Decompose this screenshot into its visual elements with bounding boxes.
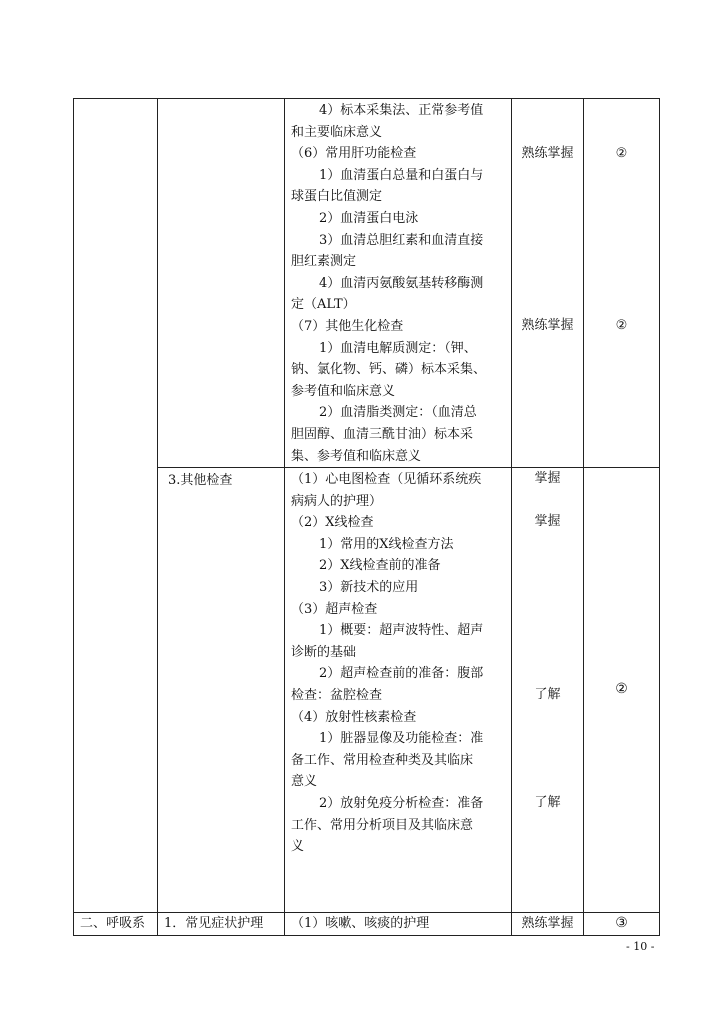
category-cell [74,99,158,913]
table-row [74,913,660,936]
subcategory-cell [158,468,285,913]
table-row [74,468,660,913]
subcategory-cell [158,99,285,468]
content-line: 1）血清蛋白总量和白蛋白与 [319,167,484,183]
content-line: 诊断的基础 [291,644,357,660]
subcategory-cell [158,913,285,936]
content-cell [285,99,512,468]
grade-label: ② [615,317,628,333]
content-line: 检查：盆腔检查 [291,688,383,704]
content-line: （6）常用肝功能检查 [291,146,417,162]
level-label: 了解 [534,795,561,810]
content-line: （4）放射性核素检查 [291,709,417,725]
level-label: 掌握 [534,514,561,530]
level-label [512,641,583,663]
content-label: （1）咳嗽、咳痰的护理 [291,916,430,932]
category-label: 二、呼吸系 [80,916,146,932]
content-line: （1）心电图检查（见循环系统疾 [291,472,482,488]
grade-label: ② [615,681,628,698]
content-line: 2）血清脂类测定：（血清总 [319,405,477,421]
content-line: 1）概要：超声波特性、超声 [319,623,484,639]
level-label: 掌握 [534,471,561,487]
content-line: 球蛋白比值测定 [291,189,383,205]
level-cell [512,913,584,936]
content-lines [291,100,506,467]
level-label [512,490,583,512]
content-line: （3）超声检查 [291,601,378,617]
content-line: （7）其他生化检查 [291,318,404,334]
content-line: 和主要临床意义 [291,124,383,140]
content-line: 3）新技术的应用 [319,580,419,596]
content-cell [285,913,512,936]
content-line: 2）超声检查前的准备：腹部 [319,666,484,682]
grade-label: ③ [615,915,628,932]
table-row [74,99,660,468]
content-line: 1）常用的X线检查方法 [319,536,454,552]
content-line: 1）血清电解质测定：（钾、 [319,340,477,356]
level-label [512,598,583,620]
level-label [512,770,583,792]
level-label: 熟练掌握 [521,916,574,932]
level-cell [512,99,584,468]
subcategory-label: 3.其他检查 [168,473,233,489]
content-cell [285,468,512,913]
content-line: 4）标本采集法、正常参考值 [319,103,484,118]
level-label: 熟练掌握 [521,317,574,333]
level-label: 熟练掌握 [521,146,574,161]
content-line: 工作、常用分析项目及其临床意 [291,817,474,833]
level-label [512,554,583,576]
grade-cell [584,468,660,913]
grade-cell [584,913,660,936]
content-lines [291,469,506,858]
content-line: 病病人的护理） [291,493,383,509]
level-cell [512,468,584,913]
content-line: 胆固醇、血清三酰甘油）标本采 [291,426,474,442]
content-line: 2）放射免疫分析检查：准备 [319,796,484,811]
level-label: 了解 [534,687,561,703]
page-number: - 10 - [626,940,655,953]
level-label [512,749,583,771]
level-label [512,706,583,728]
grade-cell [584,99,660,468]
content-line: （2）X线检查 [291,515,374,531]
subcategory-label: 1．常见症状护理 [164,916,264,932]
category-cell [74,913,158,936]
content-line: 2）X线检查前的准备 [319,558,441,574]
content-line: 钠、氯化物、钙、磷）标本采集、 [291,362,487,378]
level-label [512,576,583,598]
content-line: 2）血清蛋白电泳 [319,210,419,226]
content-line: 备工作、常用检查种类及其临床 [291,752,474,768]
content-line: 义 [291,839,305,855]
level-label [512,619,583,641]
content-line: 意义 [291,774,318,790]
content-line: 集、参考值和临床意义 [291,448,422,464]
level-label [512,533,583,555]
content-line: 3）血清总胆红素和血清直接 [319,232,484,248]
content-line: 胆红素测定 [291,254,357,270]
level-label [512,727,583,749]
content-line: 参考值和临床意义 [291,383,396,399]
content-line: 4）血清丙氨酸氨基转移酶测 [319,275,484,291]
grade-label: ② [615,146,628,161]
level-list [512,468,583,814]
level-label [512,662,583,684]
content-line: 1）脏器显像及功能检查：准 [319,731,484,747]
syllabus-table [73,98,660,936]
content-line: 定（ALT） [291,297,356,313]
